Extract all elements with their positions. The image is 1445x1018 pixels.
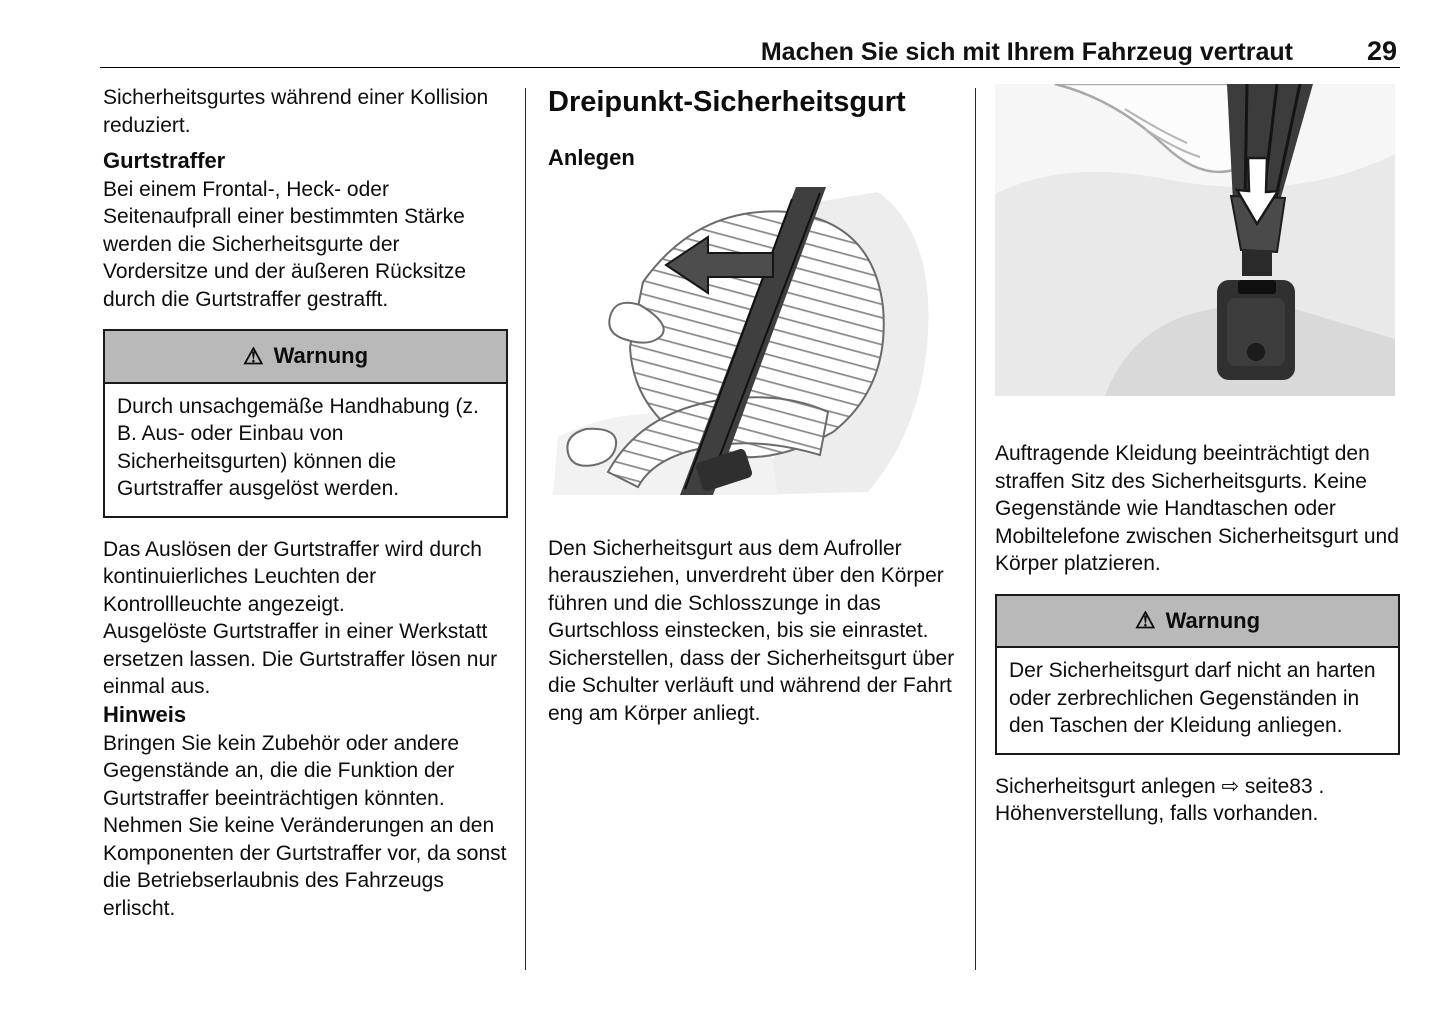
column-divider-1 <box>525 88 526 970</box>
page-header-title: Machen Sie sich mit Ihrem Fahrzeug vertraut <box>760 38 1293 66</box>
warning-box-gurtstraffer <box>103 329 508 518</box>
warning-icon: ⚠ <box>1134 607 1156 634</box>
warning-title: Warnung <box>273 343 369 369</box>
page-header <box>100 36 1397 67</box>
paragraph-seitenverweis: Sicherheitsgurt anlegen ⇨ seite83 . <box>995 774 1325 798</box>
paragraph-intro: Sicherheitsgurtes während einer Kollision reduziert. <box>103 86 489 137</box>
paragraph-werkstatt: Ausgelöste Gurtstraffer in einer Werkstatt ersetzen lassen. Die Gurtstraffer lösen nur einmal aus. <box>103 620 498 699</box>
warning-box-sicherheitsgurt <box>995 594 1400 755</box>
paragraph-anlegen: Den Sicherheitsgurt aus dem Aufroller herausziehen, unverdreht über den Körper führen und die Schlosszunge in das Gurtschloss einstecken, bis sie einrastet. Sicherstellen, dass der Sicherheitsgurt über die Schulter verläuft und während der Fahrt eng am Körper anliegt. <box>548 536 955 725</box>
paragraph-hoehenverstellung: Höhenverstellung, falls vorhanden. <box>995 802 1319 826</box>
page-number: 29 <box>1366 36 1397 66</box>
figure-seatbelt-fastening <box>548 187 956 495</box>
paragraph-ausloesen: Das Auslösen der Gurtstraffer wird durch kontinuierliches Leuchten der Kontrollleuchte angezeigt. <box>103 537 482 616</box>
header-rule <box>100 67 1400 68</box>
warning-title: Warnung <box>1165 607 1261 633</box>
seatbelt-fastening-illustration <box>548 187 938 495</box>
buckle-receiver <box>1217 280 1295 380</box>
warning-header <box>105 331 506 384</box>
paragraph-kleidung: Auftragende Kleidung beeinträchtigt den straffen Sitz des Sicherheitsgurts. Keine Gegenstände wie Handtaschen oder Mobiltelefone zwischen Sicherheitsgurt und Körper platzieren. <box>995 442 1399 575</box>
seatbelt-buckle-illustration <box>995 84 1395 396</box>
column-divider-2 <box>975 88 976 970</box>
warning-body: Der Sicherheitsgurt darf nicht an harten oder zerbrechlichen Gegenständen in den Taschen der Kleidung anliegen. <box>997 648 1398 753</box>
column-left <box>103 84 508 922</box>
section-heading-hinweis: Hinweis <box>103 701 187 727</box>
section-heading-gurtstraffer: Gurtstraffer <box>103 148 226 173</box>
section-heading-dreipunkt: Dreipunkt-Sicherheitsgurt <box>548 86 906 118</box>
column-right <box>995 84 1400 828</box>
warning-icon: ⚠ <box>242 343 264 369</box>
column-middle <box>548 84 956 727</box>
paragraph-hinweis: Bringen Sie kein Zubehör oder andere Gegenstände an, die die Funktion der Gurtstraffer beeinträchtigen könnten. Nehmen Sie keine Veränderungen an den Komponenten der Gurtstraffer vor, da sonst die Betriebserlaubnis des Fahrzeugs erlischt. <box>103 731 507 920</box>
paragraph-gurtstraffer: Bei einem Frontal-, Heck- oder Seitenaufprall einer bestimmten Stärke werden die Sicherheitsgurte der Vordersitze und der äußeren Rücksitze durch die Gurtstraffer gestrafft. <box>103 177 467 311</box>
warning-body: Durch unsachgemäße Handhabung (z. B. Aus- oder Einbau von Sicherheitsgurten) können die Gurtstraffer ausgelöst werden. <box>105 384 506 516</box>
figure-seatbelt-buckle <box>995 84 1400 396</box>
section-heading-anlegen: Anlegen <box>548 144 635 170</box>
warning-header <box>997 596 1398 649</box>
